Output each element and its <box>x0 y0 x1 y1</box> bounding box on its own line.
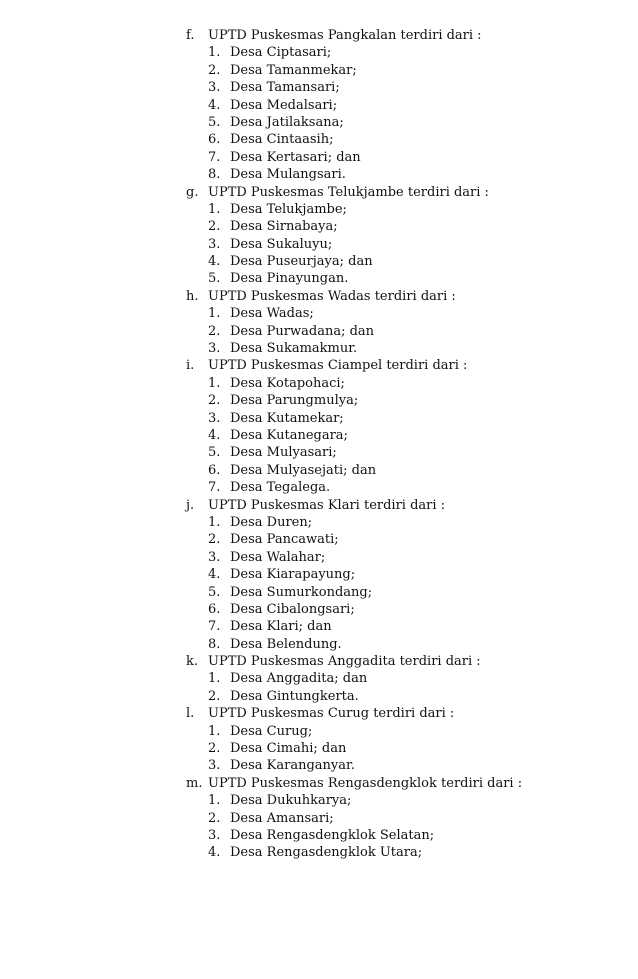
list-item <box>0 601 638 618</box>
list-item-text: Desa Pancawati; <box>230 532 339 548</box>
list-item <box>0 810 638 827</box>
list-item-text: Desa Mulyasari; <box>230 445 337 461</box>
list-item-number: 1. <box>208 671 221 687</box>
list-item <box>0 479 638 496</box>
list-item-number: 6. <box>208 132 221 148</box>
section-letter: g. <box>186 184 199 200</box>
list-item-number: 8. <box>208 636 221 652</box>
section-title: UPTD Puskesmas Pangkalan terdiri dari : <box>208 28 482 43</box>
list-item-number: 4. <box>208 567 221 583</box>
list-item <box>0 392 638 409</box>
list-item-number: 7. <box>208 480 221 496</box>
puskesmas-section <box>0 775 638 862</box>
section-title: UPTD Puskesmas Rengasdengklok terdiri dari : <box>208 775 523 791</box>
list-item <box>0 236 638 253</box>
list-item-text: Desa Mulyasejati; dan <box>230 462 377 478</box>
list-item <box>0 97 638 114</box>
puskesmas-section <box>0 184 638 288</box>
section-heading <box>0 288 638 305</box>
list-item-text: Desa Kertasari; dan <box>230 149 361 165</box>
section-title: UPTD Puskesmas Wadas terdiri dari : <box>208 288 456 304</box>
section-heading <box>0 357 638 374</box>
list-item-number: 3. <box>208 341 221 357</box>
list-item <box>0 44 638 61</box>
list-item-number: 1. <box>208 306 221 322</box>
list-item-text: Desa Kutamekar; <box>230 410 344 426</box>
list-item <box>0 340 638 357</box>
list-item-number: 3. <box>208 236 221 252</box>
section-letter: l. <box>186 706 195 722</box>
list-item-text: Desa Sirnabaya; <box>230 219 338 235</box>
list-item-text: Desa Kotapohaci; <box>230 375 345 391</box>
list-item <box>0 514 638 531</box>
puskesmas-section <box>0 27 638 184</box>
list-item-text: Desa Wadas; <box>230 306 314 322</box>
list-item-text: Desa Walahar; <box>230 549 326 565</box>
list-item-number: 2. <box>208 219 221 235</box>
section-title: UPTD Puskesmas Ciampel terdiri dari : <box>208 358 468 374</box>
list-item-number: 4. <box>208 97 221 113</box>
section-letter: j. <box>186 497 195 513</box>
list-item <box>0 218 638 235</box>
list-item-text: Desa Rengasdengklok Utara; <box>230 845 423 861</box>
list-item <box>0 566 638 583</box>
list-item-text: Desa Tegalega. <box>230 480 331 496</box>
list-item-number: 4. <box>208 254 221 270</box>
list-item-text: Desa Belendung. <box>230 636 342 652</box>
list-item-text: Desa Kiarapayung; <box>230 567 356 583</box>
section-letter: k. <box>186 654 199 670</box>
list-item-number: 5. <box>208 271 221 287</box>
list-item-number: 4. <box>208 427 221 443</box>
list-item-number: 1. <box>208 514 221 530</box>
list-item <box>0 618 638 635</box>
list-item-number: 3. <box>208 410 221 426</box>
list-item-text: Desa Ciptasari; <box>230 45 332 61</box>
list-item <box>0 131 638 148</box>
list-item-number: 1. <box>208 201 221 217</box>
list-item-number: 3. <box>208 80 221 96</box>
list-item-number: 6. <box>208 601 221 617</box>
list-item-text: Desa Tamanmekar; <box>230 62 357 78</box>
puskesmas-section <box>0 653 638 705</box>
list-item <box>0 253 638 270</box>
list-item <box>0 584 638 601</box>
list-item-number: 7. <box>208 149 221 165</box>
list-item <box>0 114 638 131</box>
list-item <box>0 270 638 287</box>
list-item-number: 3. <box>208 758 221 774</box>
list-item-text: Desa Puseurjaya; dan <box>230 254 373 270</box>
list-item <box>0 792 638 809</box>
list-item <box>0 427 638 444</box>
section-heading <box>0 705 638 722</box>
section-heading <box>0 184 638 201</box>
section-heading <box>0 775 638 792</box>
list-item <box>0 740 638 757</box>
list-item <box>0 462 638 479</box>
section-letter: m. <box>186 775 203 791</box>
list-item <box>0 444 638 461</box>
list-item <box>0 844 638 861</box>
section-title: UPTD Puskesmas Curug terdiri dari : <box>208 706 455 722</box>
list-item <box>0 323 638 340</box>
section-letter: i. <box>186 358 195 374</box>
list-item-number: 2. <box>208 532 221 548</box>
list-item-text: Desa Cintaasih; <box>230 132 334 148</box>
list-item <box>0 531 638 548</box>
list-item-text: Desa Cibalongsari; <box>230 601 355 617</box>
list-item-text: Desa Curug; <box>230 723 313 739</box>
list-item-number: 2. <box>208 393 221 409</box>
list-item-text: Desa Anggadita; dan <box>230 671 368 687</box>
list-item-number: 3. <box>208 827 221 843</box>
list-item-text: Desa Jatilaksana; <box>230 114 344 130</box>
list-item-text: Desa Duren; <box>230 514 313 530</box>
list-item-number: 1. <box>208 375 221 391</box>
puskesmas-section <box>0 357 638 496</box>
list-item <box>0 62 638 79</box>
list-item-text: Desa Amansari; <box>230 810 334 826</box>
list-item-number: 3. <box>208 549 221 565</box>
puskesmas-section <box>0 497 638 654</box>
list-item-text: Desa Mulangsari. <box>230 167 346 183</box>
list-item-text: Desa Pinayungan. <box>230 271 349 287</box>
list-item-text: Desa Dukuhkarya; <box>230 793 352 809</box>
list-item-text: Desa Medalsari; <box>230 97 338 113</box>
list-item-text: Desa Sukaluyu; <box>230 236 333 252</box>
list-item <box>0 375 638 392</box>
section-heading <box>0 497 638 514</box>
list-item-number: 2. <box>208 323 221 339</box>
list-item <box>0 636 638 653</box>
list-item-number: 2. <box>208 810 221 826</box>
list-item-text: Desa Gintungkerta. <box>230 688 359 704</box>
list-item <box>0 305 638 322</box>
list-item <box>0 79 638 96</box>
list-item <box>0 757 638 774</box>
list-item-text: Desa Tamansari; <box>230 80 340 96</box>
list-item-text: Desa Telukjambe; <box>230 201 347 217</box>
list-item-text: Desa Sukamakmur. <box>230 341 358 357</box>
list-item-number: 1. <box>208 793 221 809</box>
list-item-number: 4. <box>208 845 221 861</box>
list-item-number: 1. <box>208 723 221 739</box>
list-item-text: Desa Cimahi; dan <box>230 741 347 757</box>
list-item-number: 8. <box>208 167 221 183</box>
list-item-number: 5. <box>208 584 221 600</box>
list-item-number: 2. <box>208 741 221 757</box>
section-title: UPTD Puskesmas Klari terdiri dari : <box>208 497 446 513</box>
document-body <box>0 27 638 862</box>
list-item-number: 2. <box>208 688 221 704</box>
list-item-text: Desa Klari; dan <box>230 619 332 635</box>
list-item-text: Desa Karanganyar. <box>230 758 355 774</box>
puskesmas-section <box>0 288 638 358</box>
list-item-text: Desa Sumurkondang; <box>230 584 373 600</box>
list-item <box>0 201 638 218</box>
list-item-number: 5. <box>208 445 221 461</box>
list-item-text: Desa Rengasdengklok Selatan; <box>230 827 435 843</box>
list-item <box>0 149 638 166</box>
section-title: UPTD Puskesmas Telukjambe terdiri dari : <box>208 184 489 200</box>
list-item-number: 2. <box>208 62 221 78</box>
list-item-number: 5. <box>208 114 221 130</box>
section-letter: h. <box>186 288 199 304</box>
list-item <box>0 166 638 183</box>
list-item <box>0 723 638 740</box>
list-item-text: Desa Kutanegara; <box>230 427 348 443</box>
list-item-text: Desa Purwadana; dan <box>230 323 375 339</box>
list-item <box>0 688 638 705</box>
list-item <box>0 670 638 687</box>
list-item <box>0 549 638 566</box>
section-heading <box>0 27 638 44</box>
list-item <box>0 827 638 844</box>
list-item-number: 6. <box>208 462 221 478</box>
list-item-number: 1. <box>208 45 221 61</box>
puskesmas-section <box>0 705 638 775</box>
list-item <box>0 410 638 427</box>
list-item-number: 7. <box>208 619 221 635</box>
list-item-text: Desa Parungmulya; <box>230 393 359 409</box>
section-title: UPTD Puskesmas Anggadita terdiri dari : <box>208 654 481 670</box>
section-letter: f. <box>186 28 195 43</box>
section-heading <box>0 653 638 670</box>
